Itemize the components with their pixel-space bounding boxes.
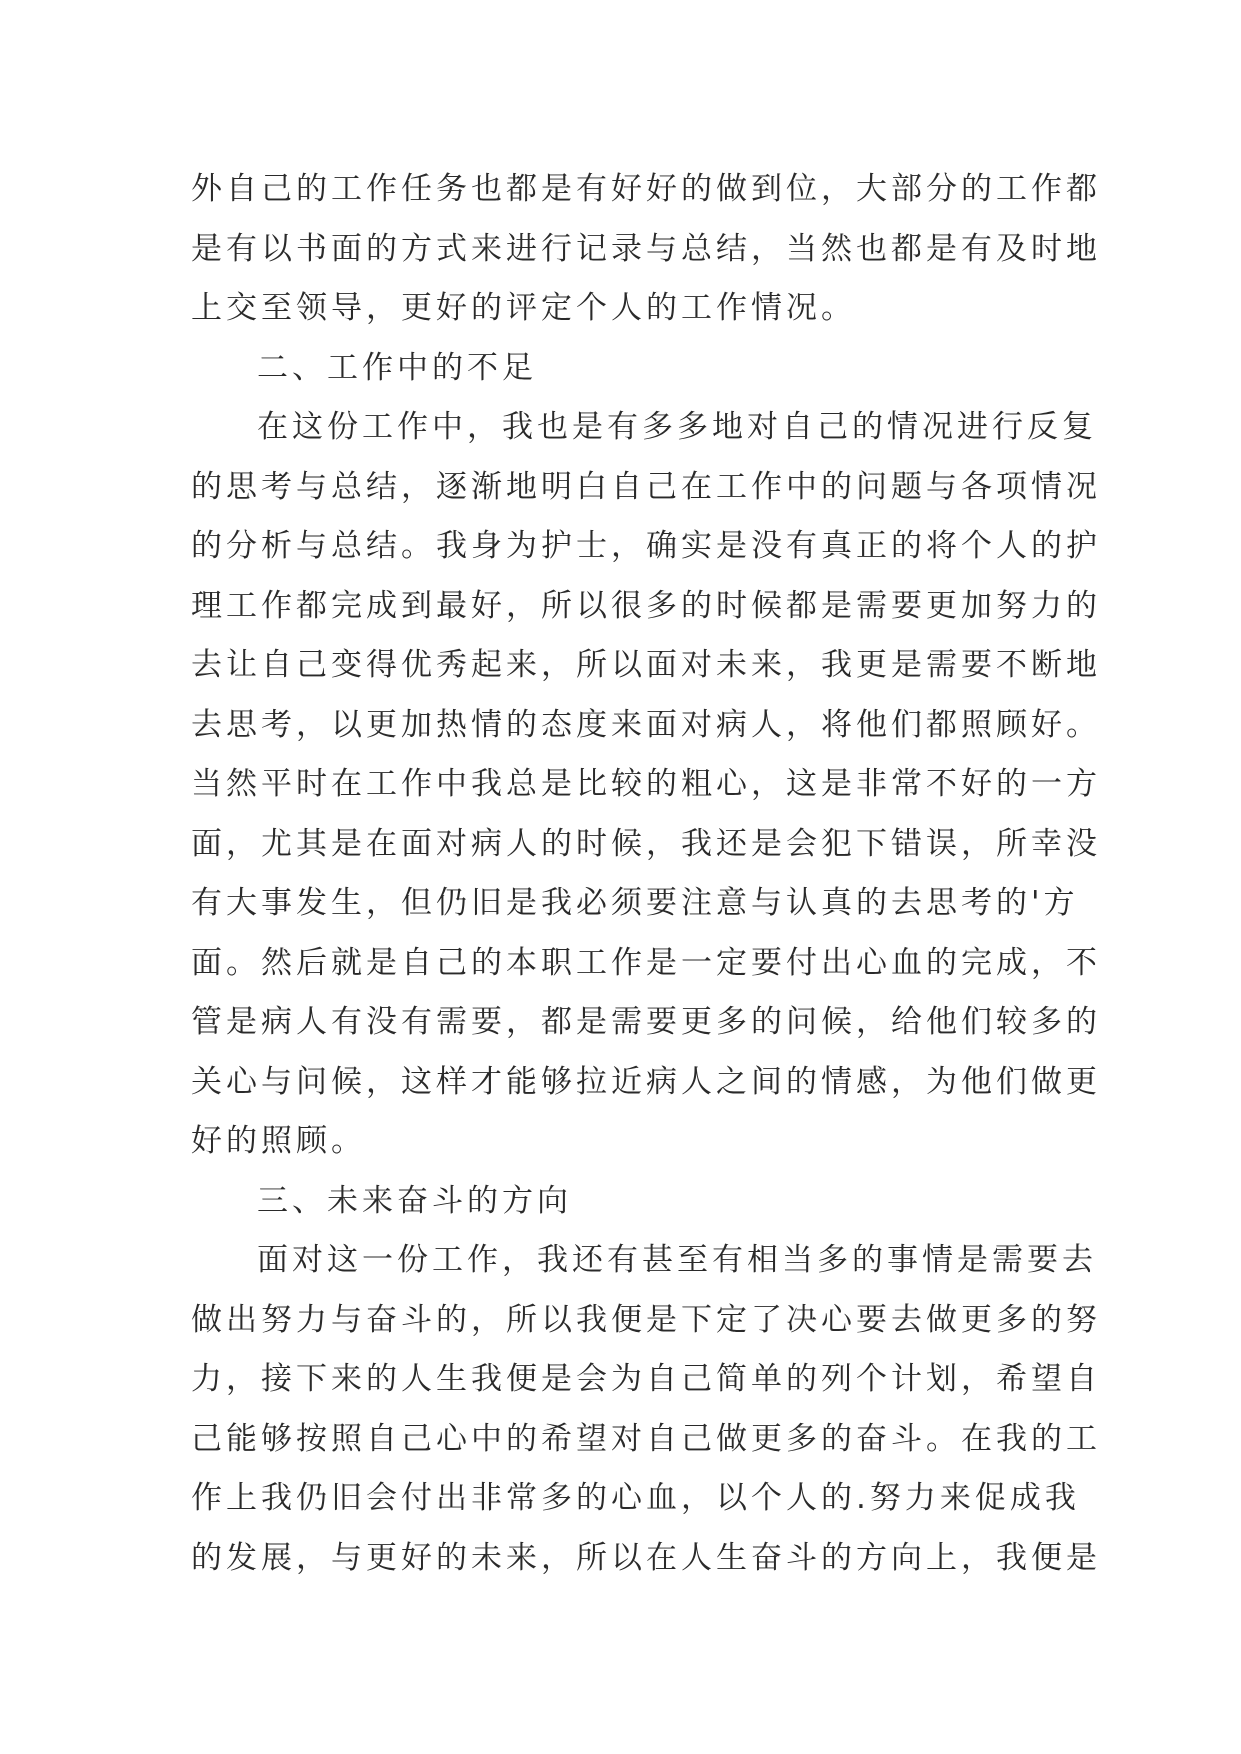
section-heading: 二、工作中的不足: [257, 349, 537, 386]
text-line: 好的照顾。: [191, 1123, 366, 1159]
text-line: 面。然后就是自己的本职工作是一定要付出心血的完成，不: [191, 944, 1101, 981]
text-line: 当然平时在工作中我总是比较的粗心，这是非常不好的一方: [191, 766, 1101, 802]
text-line: 的发展，与更好的未来，所以在人生奋斗的方向上，我便是: [191, 1539, 1101, 1576]
text-line: 理工作都完成到最好，所以很多的时候都是需要更加努力的: [191, 587, 1101, 624]
text-line: 关心与问候，这样才能够拉近病人之间的情感，为他们做更: [191, 1063, 1101, 1100]
section-heading: 三、未来奋斗的方向: [257, 1182, 572, 1219]
text-line: 力，接下来的人生我便是会为自己简单的列个计划，希望自: [191, 1361, 1101, 1397]
text-line: 己能够按照自己心中的希望对自己做更多的奋斗。在我的工: [191, 1420, 1101, 1457]
text-line: 作上我仍旧会付出非常多的心血，以个人的.努力来促成我: [191, 1480, 1080, 1516]
text-line: 面，尤其是在面对病人的时候，我还是会犯下错误，所幸没: [191, 825, 1101, 862]
text-line: 管是病人有没有需要，都是需要更多的问候，给他们较多的: [191, 1004, 1101, 1040]
text-line: 去思考，以更加热情的态度来面对病人，将他们都照顾好。: [191, 706, 1101, 743]
text-line: 做出努力与奋斗的，所以我便是下定了决心要去做更多的努: [191, 1301, 1101, 1338]
text-line: 面对这一份工作，我还有甚至有相当多的事情是需要去: [257, 1242, 1097, 1278]
text-line: 去让自己变得优秀起来，所以面对未来，我更是需要不断地: [191, 647, 1101, 683]
text-line: 有大事发生，但仍旧是我必须要注意与认真的去思考的'方: [191, 885, 1079, 921]
text-line: 的思考与总结，逐渐地明白自己在工作中的问题与各项情况: [191, 468, 1101, 505]
text-line: 在这份工作中，我也是有多多地对自己的情况进行反复: [257, 409, 1097, 445]
text-line: 是有以书面的方式来进行记录与总结，当然也都是有及时地: [191, 230, 1101, 267]
text-line: 的分析与总结。我身为护士，确实是没有真正的将个人的护: [191, 528, 1101, 564]
text-line: 外自己的工作任务也都是有好好的做到位，大部分的工作都: [191, 171, 1101, 207]
text-line: 上交至领导，更好的评定个人的工作情况。: [191, 290, 856, 326]
document-body: [191, 160, 1101, 1588]
